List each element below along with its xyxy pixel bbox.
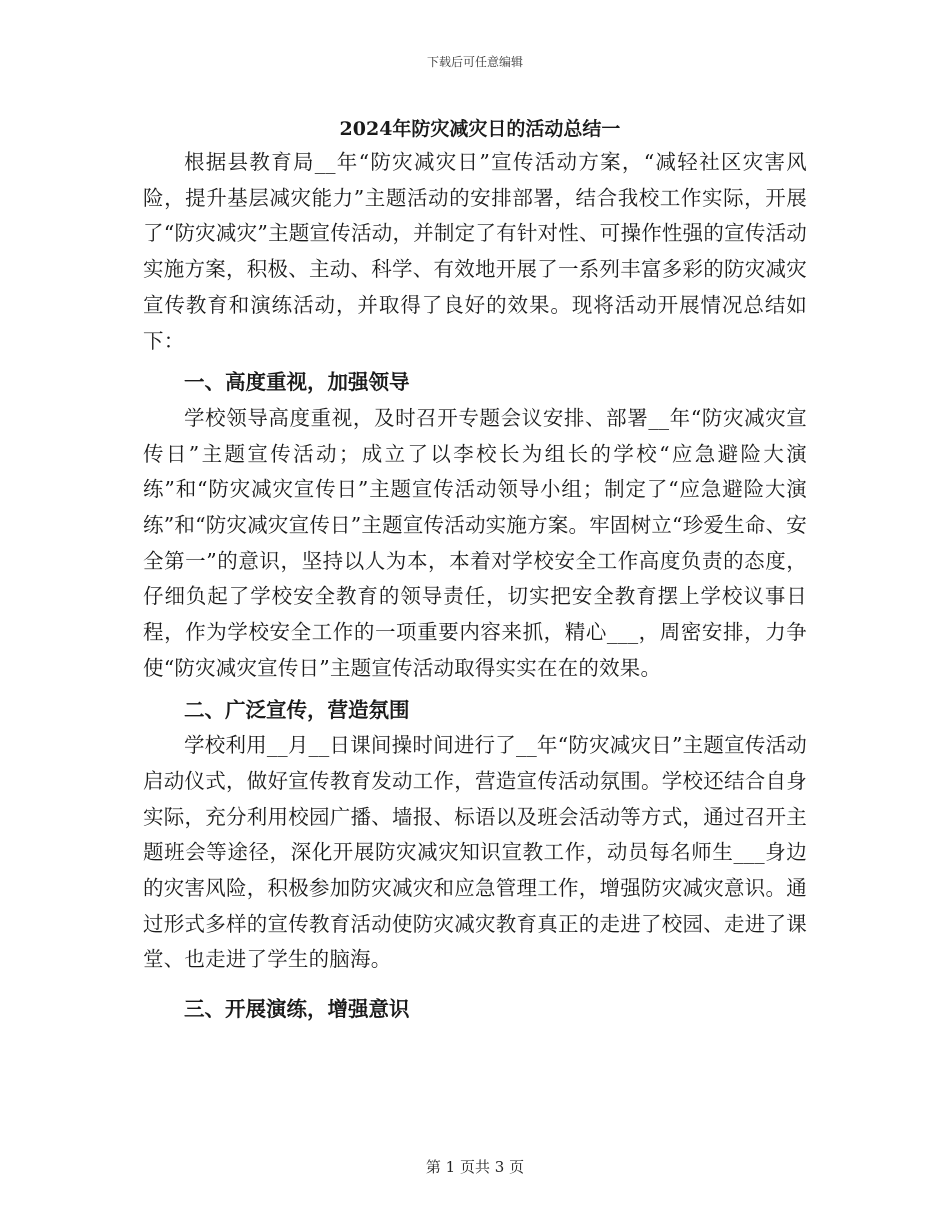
- page-footer: 第 1 页共 3 页: [425, 1158, 525, 1176]
- intro-paragraph: 根据县教育局__年“防灾减灾日”宣传活动方案，“减轻社区灾害风险，提升基层减灾能力”主题活动的安排部署，结合我校工作实际，开展了“防灾减灾”主题宣传活动，并制定了有针对性、可操作性强的宣传活动实施方案，积极、主动、科学、有效地开展了一系列丰富多彩的防灾减灾宣传教育和演练活动，并取得了良好的效果。现将活动开展情况总结如下：: [143, 150, 807, 353]
- section-heading-3: 三、开展演练，增强意识: [184, 997, 410, 1022]
- section-heading-1: 一、高度重视，加强领导: [184, 370, 410, 395]
- page-header: 下载后可任意编辑: [426, 55, 523, 69]
- document-body: [143, 113, 807, 1028]
- section-paragraph-1: 学校领导高度重视，及时召开专题会议安排、部署__年“防灾减灾宣传日”主题宣传活动；成立了以李校长为组长的学校“应急避险大演练”和“防灾减灾宣传日”主题宣传活动领导小组；制定了“应急避险大演练”和“防灾减灾宣传日”主题宣传活动实施方案。牢固树立“珍爱生命、安全第一”的意识，坚持以人为本，本着对学校安全工作高度负责的态度，仔细负起了学校安全教育的领导责任，切实把安全教育摆上学校议事日程，作为学校安全工作的一项重要内容来抓，精心___，周密安排，力争使“防灾减灾宣传日”主题宣传活动取得实实在在的效果。: [143, 405, 807, 680]
- section-heading-2: 二、广泛宣传，营造氛围: [184, 697, 410, 722]
- document-title: 2024年防灾减灾日的活动总结一: [339, 118, 621, 140]
- section-paragraph-2: 学校利用__月__日课间操时间进行了__年“防灾减灾日”主题宣传活动启动仪式，做好宣传教育发动工作，营造宣传活动氛围。学校还结合自身实际，充分利用校园广播、墙报、标语以及班会活动等方式，通过召开主题班会等途径，深化开展防灾减灾知识宣教工作，动员每名师生___身边的灾害风险，积极参加防灾减灾和应急管理工作，增强防灾减灾意识。通过形式多样的宣传教育活动使防灾减灾教育真正的走进了校园、走进了课堂、也走进了学生的脑海。: [143, 733, 807, 972]
- spacer: [143, 978, 807, 992]
